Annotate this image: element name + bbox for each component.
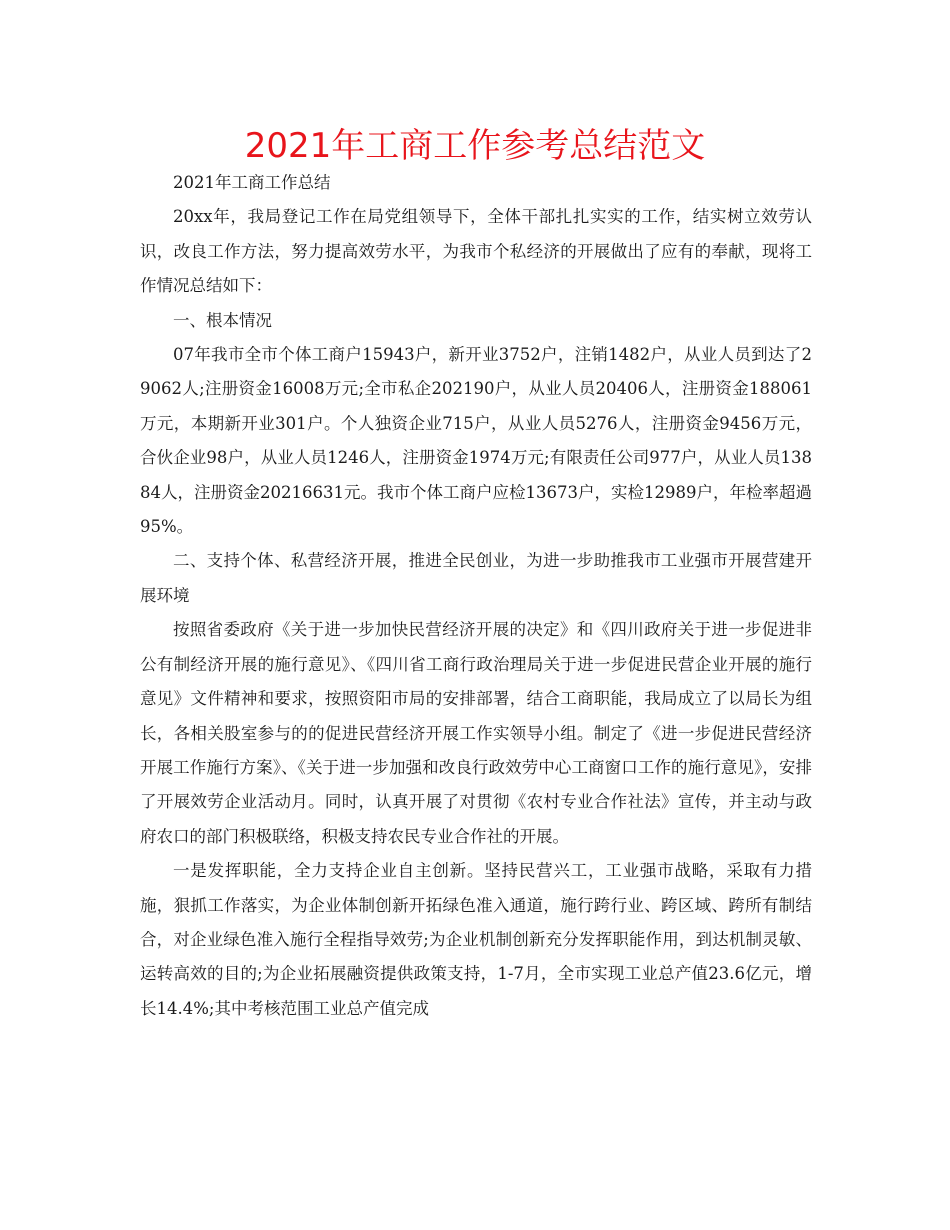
paragraph-subtitle: 2021年工商工作总结 [173,173,331,192]
section-heading-support: 二、支持个体、私营经济开展，推进全民创业，为进一步助推我市工业强市开展营建开展环境 [140,551,812,605]
document-title: 2021年工商工作参考总结范文 [244,126,706,166]
section-heading-basic: 一、根本情况 [173,310,272,330]
paragraph-policy: 按照省委政府《关于进一步加快民营经济开展的决定》和《四川政府关于进一步促进非公有制经济开展的施行意见》、《四川省工商行政治理局关于进一步促进民营企业开展的施行意见》文件精神和要求，按照资阳市局的安排部署，结合工商职能，我局成立了以局长为组长，各相关股室参与的的促进民营经济开展工作实领导小组。制定了《进一步促进民营经济开展工作施行方案》、《关于进一步加强和改良行政效劳中心工商窗口工作的施行意见》，安排了开展效劳企业活动月。同时，认真开展了对贯彻《农村专业合作社法》宣传，并主动与政府农口的部门积极联络，积极支持农民专业合作社的开展。 [140,620,812,846]
document-body [140,166,812,1026]
paragraph-statistics: 07年我市全市个体工商户15943户，新开业3752户，注销1482户，从业人员到达了29062人;注册资金16008万元;全市私企202190户，从业人员20406人，注册资金188061万元，本期新开业301户。个人独资企业715户，从业人员5276人，注册资金9456万元，合伙企业98户，从业人员1246人，注册资金1974万元;有限责任公司977户，从业人员13884人，注册资金20216631元。我市个体工商户应检13673户，实检12989户，年检率超過95%。 [140,345,812,537]
paragraph-intro: 20xx年，我局登记工作在局党组领导下，全体干部扎扎实实的工作，结实树立效劳认识，改良工作方法，努力提高效劳水平，为我市个私经济的开展做出了应有的奉献，现将工作情况总结如下： [140,207,812,296]
paragraph-innovation: 一是发挥职能，全力支持企业自主创新。坚持民营兴工，工业强市战略，采取有力措施，狠抓工作落实，为企业体制创新开拓绿色准入通道，施行跨行业、跨区域、跨所有制结合，对企业绿色准入施行全程指导效劳;为企业机制创新充分发挥职能作用，到达机制灵敏、运转高效的目的;为企业拓展融资提供政策支持，1-7月，全市实现工业总产值23.6亿元，增长14.4%;其中考核范围工业总产值完成 [140,861,812,1018]
